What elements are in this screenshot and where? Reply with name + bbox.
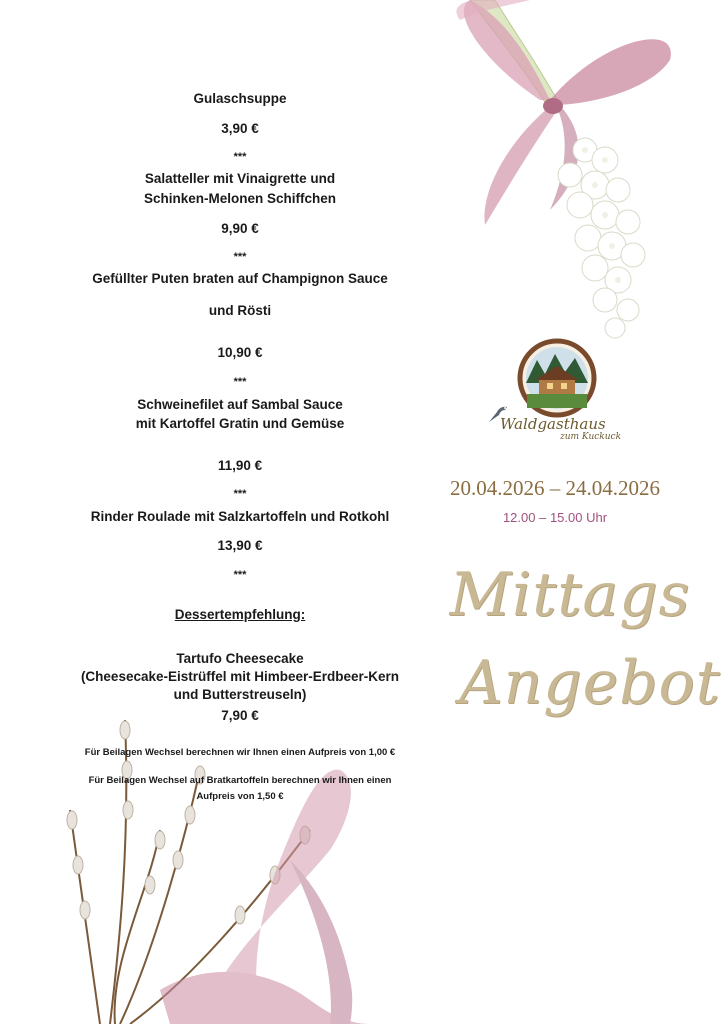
brand-subtitle: zum Kuckuck <box>560 432 622 442</box>
surcharge-note: Für Beilagen Wechsel auf Bratkartoffeln berechnen wir Ihnen einen <box>88 775 392 786</box>
surcharge-note: Aufpreis von 1,50 € <box>196 791 284 802</box>
brand-name: Waldgasthaus <box>500 415 606 433</box>
menu-item-price: 9,90 € <box>221 221 259 236</box>
menu-item-price: 3,90 € <box>221 121 259 136</box>
menu-item-name: Rinder Roulade mit Salzkartoffeln und Rotkohl <box>90 509 390 524</box>
menu-item-name: und Rösti <box>208 303 272 318</box>
menu-item-name: Schinken-Melonen Schiffchen <box>143 191 337 206</box>
dessert-price: 7,90 € <box>221 708 259 723</box>
separator: *** <box>233 151 247 163</box>
offer-title-line2: Angebot <box>459 648 721 718</box>
surcharge-note: Für Beilagen Wechsel berechnen wir Ihnen einen Aufpreis von 1,00 € <box>84 747 396 758</box>
menu-item-price: 13,90 € <box>217 538 263 553</box>
dessert-heading: Dessertempfehlung: <box>174 607 306 622</box>
menu-item-name: Schweinefilet auf Sambal Sauce <box>137 397 343 412</box>
menu-item-price: 10,90 € <box>217 345 263 360</box>
menu-item-price: 11,90 € <box>217 458 263 473</box>
separator: *** <box>233 376 247 388</box>
dessert-name: Tartufo Cheesecake <box>176 651 304 666</box>
offer-dates: 20.04.2026 – 24.04.2026 <box>450 476 660 500</box>
separator: *** <box>233 569 247 581</box>
menu-item-name: Salatteller mit Vinaigrette und <box>144 171 336 186</box>
restaurant-logo <box>517 338 597 418</box>
dessert-description: und Butterstreuseln) <box>173 687 307 702</box>
menu-item-name: mit Kartoffel Gratin und Gemüse <box>135 416 345 431</box>
dessert-description: (Cheesecake-Eistrüffel mit Himbeer-Erdbeer-Kern <box>80 669 400 684</box>
separator: *** <box>233 251 247 263</box>
offer-times: 12.00 – 15.00 Uhr <box>502 510 608 525</box>
offer-title-line1: Mittags <box>449 560 691 630</box>
hyacinth-ribbon-decoration <box>440 0 724 350</box>
menu-item-name: Gulaschsuppe <box>193 91 287 106</box>
menu-item-name: Gefüllter Puten braten auf Champignon Sauce <box>92 271 388 286</box>
separator: *** <box>233 488 247 500</box>
